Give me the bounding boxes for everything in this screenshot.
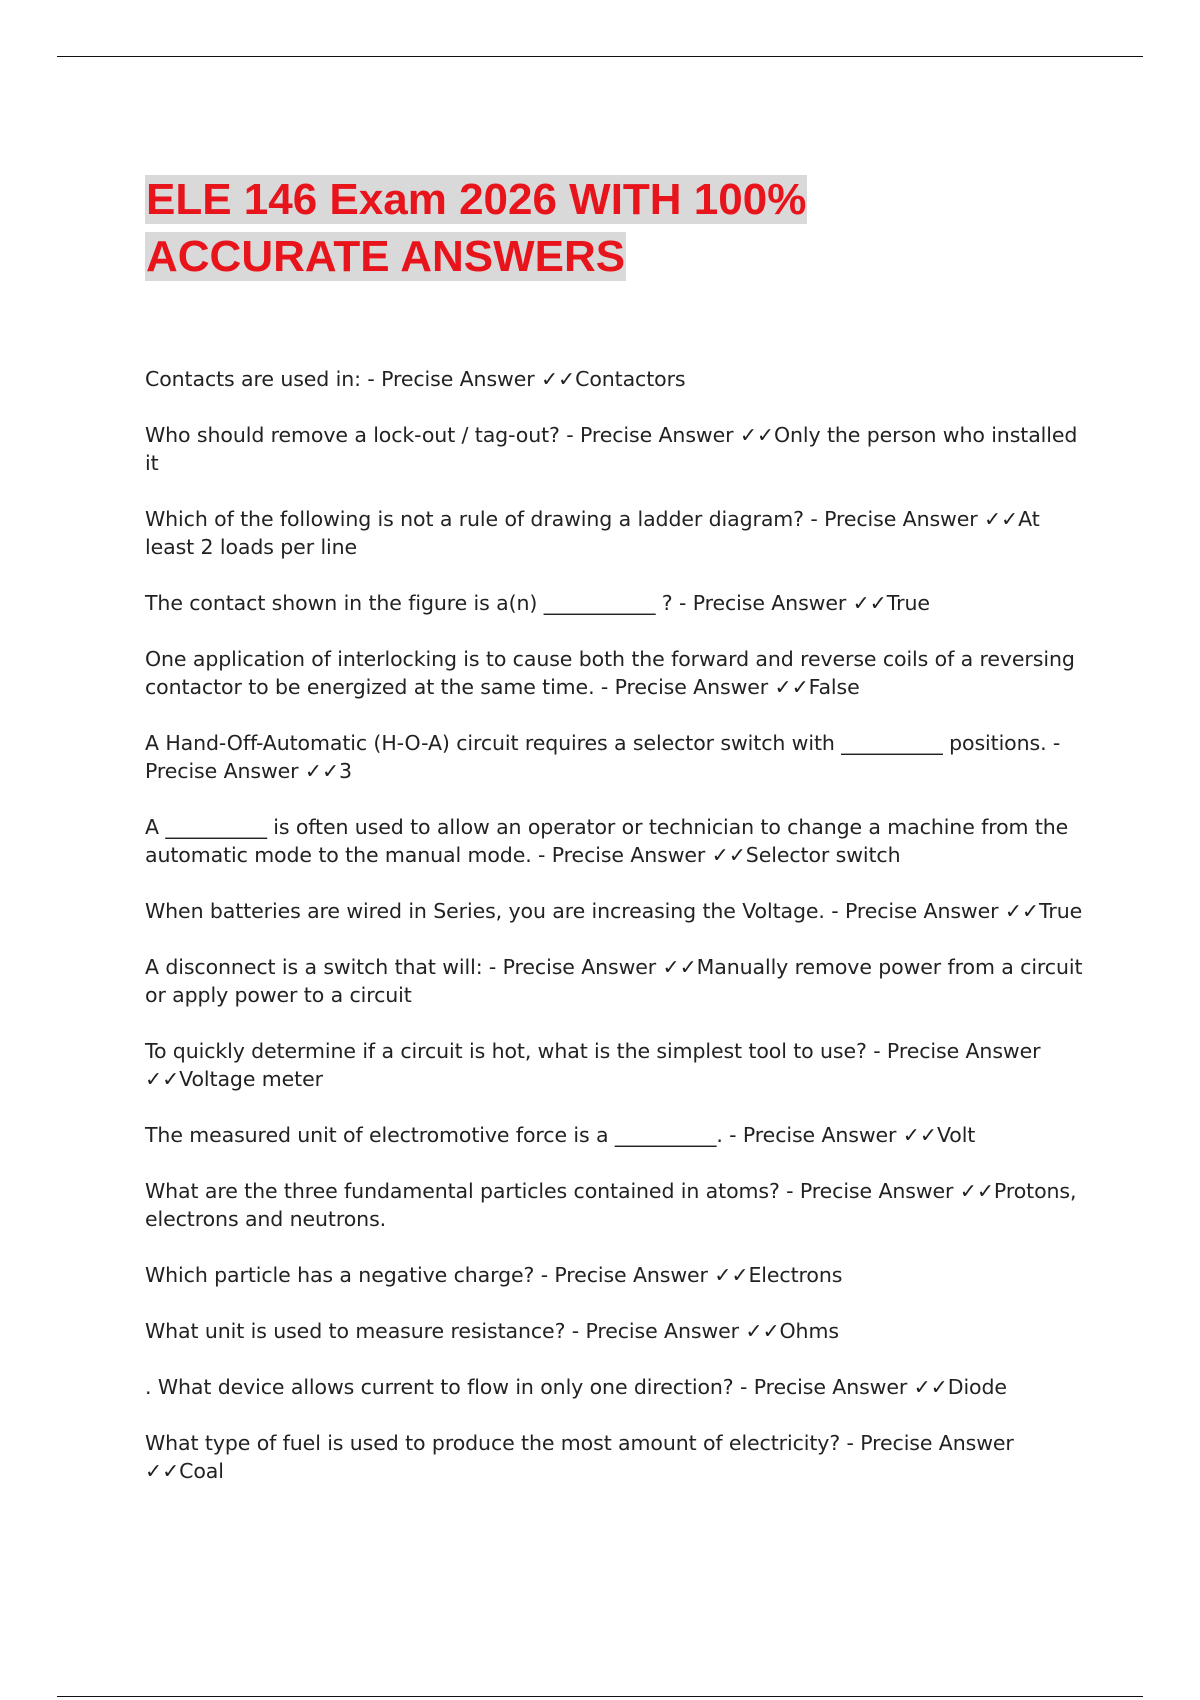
qa-item: To quickly determine if a circuit is hot, what is the simplest tool to use? - Precise Answer ✓✓Voltage meter	[145, 1039, 1041, 1091]
qa-item: What type of fuel is used to produce the most amount of electricity? - Precise Answer ✓✓Coal	[145, 1431, 1014, 1483]
qa-item: The measured unit of electromotive force is a __________. - Precise Answer ✓✓Volt	[145, 1123, 976, 1147]
qa-item: One application of interlocking is to cause both the forward and reverse coils of a reversing contactor to be energized at the same time. - Precise Answer ✓✓False	[145, 647, 1075, 699]
page-bottom-rule	[57, 1696, 1143, 1697]
qa-item: Which particle has a negative charge? - Precise Answer ✓✓Electrons	[145, 1263, 843, 1287]
document-title	[145, 171, 1045, 285]
page-top-rule	[57, 56, 1143, 57]
qa-item: Who should remove a lock-out / tag-out? - Precise Answer ✓✓Only the person who installed it	[145, 423, 1078, 475]
qa-item: What are the three fundamental particles contained in atoms? - Precise Answer ✓✓Protons, electrons and neutrons.	[145, 1179, 1077, 1231]
document-title-line-2: ACCURATE ANSWERS	[146, 232, 626, 281]
qa-item: A __________ is often used to allow an operator or technician to change a machine from the automatic mode to the manual mode. - Precise Answer ✓✓Selector switch	[145, 815, 1069, 867]
qa-item: When batteries are wired in Series, you are increasing the Voltage. - Precise Answer ✓✓True	[145, 899, 1083, 923]
document-title-line-1: ELE 146 Exam 2026 WITH 100%	[146, 175, 807, 224]
qa-item: Contacts are used in: - Precise Answer ✓✓Contactors	[145, 367, 686, 391]
qa-item: The contact shown in the figure is a(n) ___________ ? - Precise Answer ✓✓True	[145, 591, 930, 615]
qa-item: A Hand-Off-Automatic (H-O-A) circuit requires a selector switch with __________ positions. - Precise Answer ✓✓3	[145, 731, 1061, 783]
question-answer-list	[145, 365, 1090, 1513]
qa-item: What unit is used to measure resistance? - Precise Answer ✓✓Ohms	[145, 1319, 839, 1343]
qa-item: Which of the following is not a rule of drawing a ladder diagram? - Precise Answer ✓✓At least 2 loads per line	[145, 507, 1040, 559]
qa-item: . What device allows current to flow in only one direction? - Precise Answer ✓✓Diode	[145, 1375, 1007, 1399]
qa-item: A disconnect is a switch that will: - Precise Answer ✓✓Manually remove power from a circuit or apply power to a circuit	[145, 955, 1083, 1007]
